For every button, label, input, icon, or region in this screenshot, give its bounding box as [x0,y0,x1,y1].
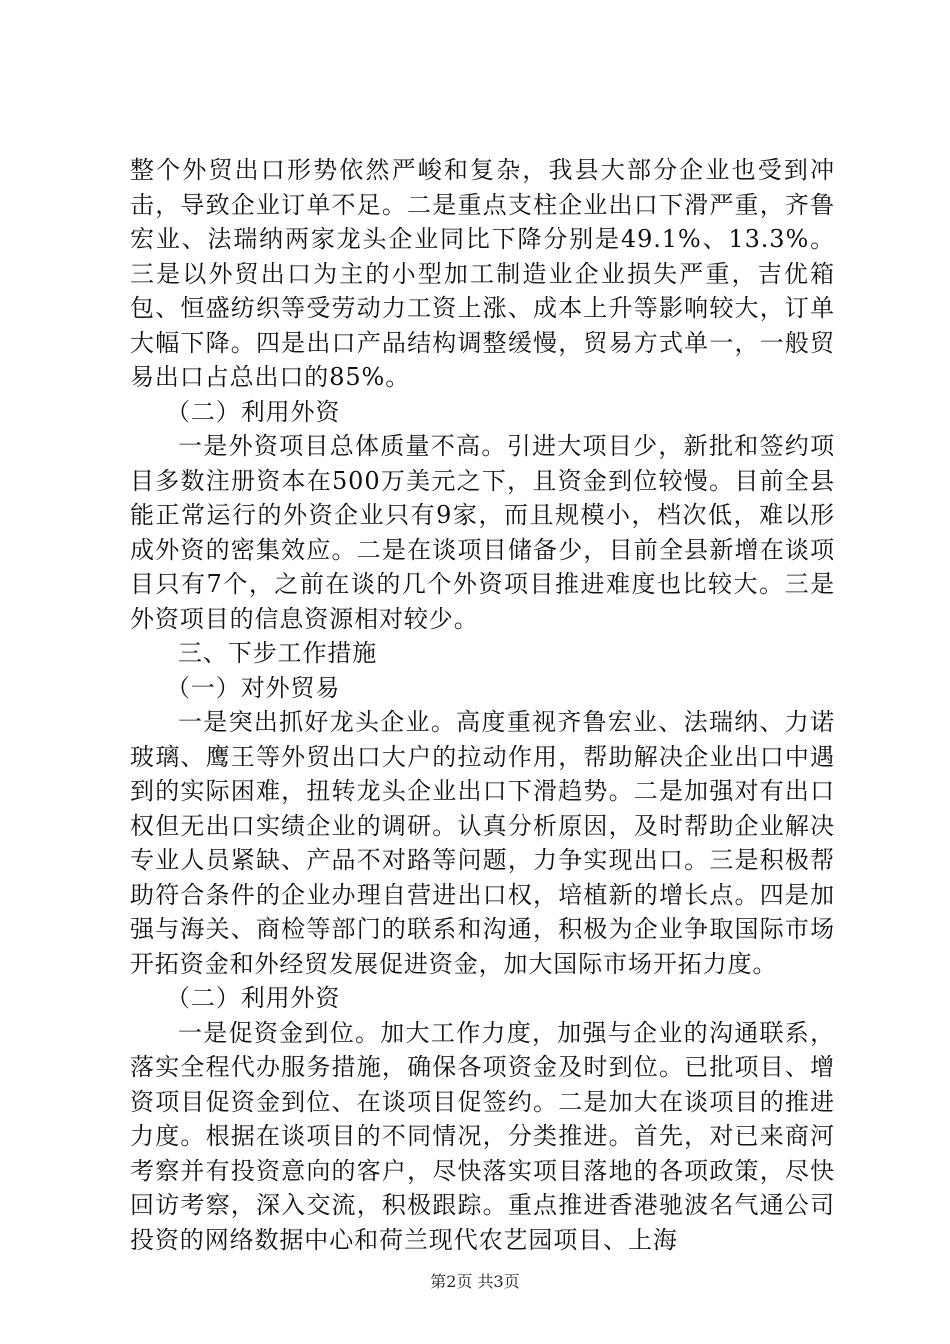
subheading-foreign-investment: （二）利用外资 [166,397,341,426]
paragraph-continued: 整个外贸出口形势依然严峻和复杂，我县大部分企业也受到冲击，导致企业订单不足。二是重点支柱企业出口下滑严重，齐鲁宏业、法瑞纳两家龙头企业同比下降分别是49.1%、13.3%。三是以外贸出口为主的小型加工制造业企业损失严重，吉优箱包、恒盛纺织等受劳动力工资上涨、成本上升等影响较大，订单大幅下降。四是出口产品结构调整缓慢，贸易方式单一，一般贸易出口占总出口的85%。 [130,156,835,391]
subheading-foreign-investment-measures: （二）利用外资 [166,984,341,1012]
paragraph-investment-problems: 一是外资项目总体质量不高。引进大项目少，新批和签约项目多数注册资本在500万美元之下，且资金到位较慢。目前全县能正常运行的外资企业只有9家，而且规模小，档次低，难以形成外资的密集效应。二是在谈项目储备少，目前全县新增在谈项目只有7个，之前在谈的几个外资项目推进难度也比较大。三是外资项目的信息资源相对较少。 [130,432,835,633]
paragraph-investment-measures: 一是促资金到位。加大工作力度，加强与企业的沟通联系，落实全程代办服务措施，确保各项资金及时到位。已批项目、增资项目促资金到位、在谈项目促签约。二是加大在谈项目的推进力度。根据在谈项目的不同情况，分类推进。首先，对已来商河考察并有投资意向的客户，尽快落实项目落地的各项政策，尽快回访考察，深入交流，积极跟踪。重点推进香港驰波名气通公司投资的网络数据中心和荷兰现代农艺园项目、上海 [130,1018,835,1254]
subheading-foreign-trade: （一）对外贸易 [166,673,341,702]
document-body [130,153,835,1257]
section-heading-next-steps: 三、下步工作措施 [178,639,378,667]
page-footer: 第2页 共3页 [430,1272,520,1291]
paragraph-trade-measures: 一是突出抓好龙头企业。高度重视齐鲁宏业、法瑞纳、力诺玻璃、鹰王等外贸出口大户的拉动作用，帮助解决企业出口中遇到的实际困难，扭转龙头企业出口下滑趋势。二是加强对有出口权但无出口实绩企业的调研。认真分析原因，及时帮助企业解决专业人员紧缺、产品不对路等问题，力争实现出口。三是积极帮助符合条件的企业办理自营进出口权，培植新的增长点。四是加强与海关、商检等部门的联系和沟通，积极为企业争取国际市场开拓资金和外经贸发展促进资金，加大国际市场开拓力度。 [130,708,835,978]
